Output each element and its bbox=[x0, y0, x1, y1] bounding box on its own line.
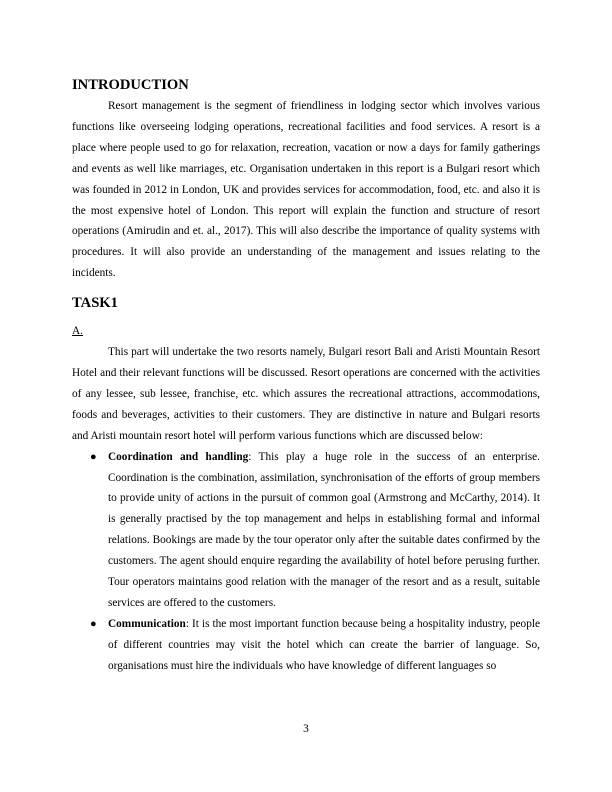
bullet-text: : It is the most important function because being a hospitality industry, people of different countries may visit the hotel which can create the barrier of language. So, organisations must hire the individuals who have knowledge of different languages so bbox=[108, 617, 540, 672]
bullet-icon: ● bbox=[90, 450, 97, 463]
introduction-heading: INTRODUCTION bbox=[72, 77, 189, 93]
document-page bbox=[72, 76, 540, 677]
list-item bbox=[72, 447, 540, 614]
task1-heading: TASK1 bbox=[72, 295, 118, 312]
introduction-paragraph: Resort management is the segment of friendliness in lodging sector which involves various functions like overseeing lodging operations, recreational facilities and food services. A resort is a place where people used to go for relaxation, recreation, vacation or now a days for family gatherings and events as well like marriages, etc. Organisation undertaken in this report is a Bulgari resort which was founded in 2012 in London, UK and provides services for accommodation, food, etc. and also it is the most expensive hotel of London. This report will explain the function and structure of resort operations (Amirudin and et. al., 2017). This will also describe the importance of quality systems with procedures. It will also provide an understanding of the management and issues relating to the incidents. bbox=[72, 100, 540, 280]
functions-list bbox=[72, 447, 540, 677]
list-item bbox=[72, 614, 540, 677]
bullet-term: Communication bbox=[108, 617, 186, 630]
task1-paragraph: This part will undertake the two resorts namely, Bulgari resort Bali and Aristi Mountain Resort Hotel and their relevant functions will be discussed. Resort operations are concerned with the activities of any lessee, sub lessee, franchise, etc. which assures the recreational attractions, accommodations, foods and beverages, activities to their customers. They are distinctive in nature and Bulgari resorts and Aristi mountain resort hotel will perform various functions which are discussed below: bbox=[72, 346, 540, 442]
bullet-term: Coordination and handling bbox=[108, 450, 249, 463]
task1-subheading: A. bbox=[72, 325, 83, 338]
page-number: 3 bbox=[303, 723, 309, 735]
bullet-icon: ● bbox=[90, 617, 97, 630]
bullet-text: : This play a huge role in the success of an enterprise. Coordination is the combination, assimilation, synchronisation of the efforts of group members to provide unity of actions in the pursuit of common goal (Armstrong and McCarthy, 2014). It is generally practised by the top management and helps in establishing formal and informal relations. Bookings are made by the tour operator only after the suitable dates confirmed by the customers. The agent should enquire regarding the availability of hotel before perusing further. Tour operators maintains good relation with the manager of the resort and as a result, suitable services are offered to the customers. bbox=[108, 450, 540, 609]
